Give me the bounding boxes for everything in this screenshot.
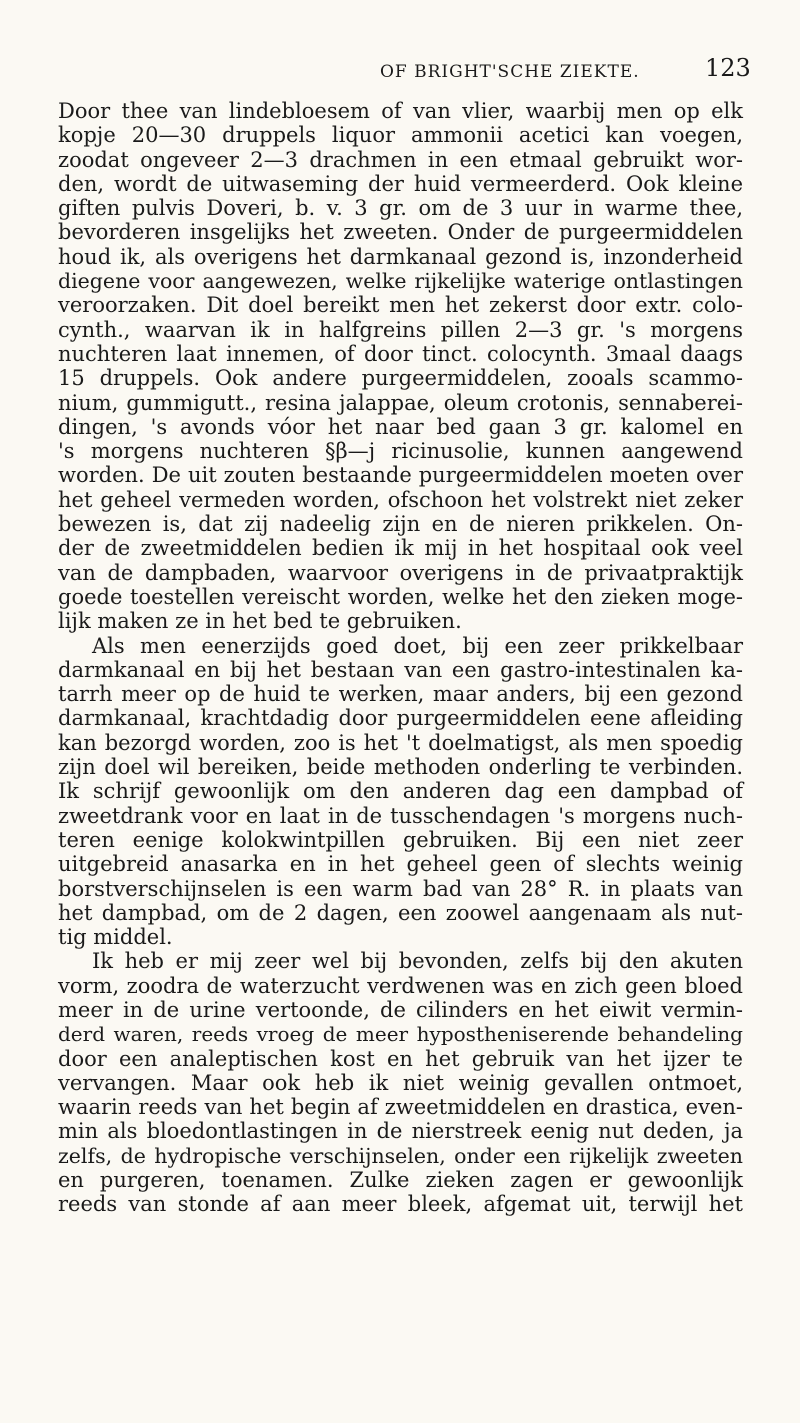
text-line: bevorderen insgelijks het zweeten. Onder de purgeermiddelen	[58, 220, 743, 245]
text-line: kopje 20—30 druppels liquor ammonii acetici kan voegen,	[58, 123, 743, 148]
text-line: der de zweetmiddelen bedien ik mij in het hospitaal ook veel	[58, 536, 743, 561]
body-text	[58, 99, 743, 1217]
text-line: het dampbad, om de 2 dagen, een zoowel aangenaam als nut-	[58, 900, 743, 925]
text-line: Ik schrijf gewoonlijk om den anderen dag een dampbad of	[58, 779, 743, 804]
text-line: goede toestellen vereischt worden, welke het den zieken moge-	[58, 584, 743, 609]
text-line: vorm, zoodra de waterzucht verdwenen was en zich geen bloed	[58, 973, 743, 998]
text-line: darmkanaal en bij het bestaan van een gastro-intestinalen ka-	[58, 657, 743, 682]
text-line: Als men eenerzijds goed doet, bij een zeer prikkelbaar	[92, 633, 743, 658]
text-line: giften pulvis Doveri, b. v. 3 gr. om de 3 uur in warme thee,	[58, 196, 743, 221]
page-number: 123	[705, 54, 751, 82]
text-line: diegene voor aangewezen, welke rijkelijke waterige ontlastingen	[58, 269, 743, 294]
text-line: lijk maken ze in het bed te gebruiken.	[58, 609, 462, 634]
text-line: waarin reeds van het begin af zweetmiddelen en drastica, even-	[58, 1095, 743, 1120]
page-header	[0, 50, 800, 90]
text-line: borstverschijnselen is een warm bad van 28° R. in plaats van	[58, 876, 743, 901]
running-head: OF BRIGHT'SCHE ZIEKTE.	[380, 62, 640, 82]
text-line: vervangen. Maar ook heb ik niet weinig gevallen ontmoet,	[58, 1070, 743, 1095]
text-line: Door thee van lindebloesem of van vlier, waarbij men op elk	[58, 99, 743, 123]
text-line: het geheel vermeden worden, ofschoon het volstrekt niet zeker	[58, 487, 743, 512]
text-line: dingen, 's avonds vóor het naar bed gaan 3 gr. kalomel en	[58, 414, 743, 439]
text-line: tarrh meer op de huid te werken, maar anders, bij een gezond	[58, 682, 743, 707]
text-line: 15 druppels. Ook andere purgeermiddelen, zooals scammo-	[58, 366, 743, 391]
text-line: meer in de urine vertoonde, de cilinders en het eiwit vermin-	[58, 997, 743, 1022]
text-line: kan bezorgd worden, zoo is het 't doelmatigst, als men spoedig	[58, 730, 743, 755]
text-line: tig middel.	[58, 925, 173, 950]
text-line: darmkanaal, krachtdadig door purgeermiddelen eene afleiding	[58, 706, 743, 731]
text-line: en purgeren, toenamen. Zulke zieken zagen er gewoonlijk	[58, 1168, 743, 1193]
text-line: uitgebreid anasarka en in het geheel geen of slechts weinig	[58, 852, 743, 877]
text-line: teren eenige kolokwintpillen gebruiken. Bij een niet zeer	[58, 827, 743, 852]
text-line: nium, gummigutt., resina jalappae, oleum crotonis, sennaberei-	[58, 390, 743, 415]
text-line: van de dampbaden, waarvoor overigens in de privaatpraktijk	[58, 560, 743, 585]
text-line: zijn doel wil bereiken, beide methoden onderling te verbinden.	[58, 755, 743, 780]
text-line: houd ik, als overigens het darmkanaal gezond is, inzonderheid	[58, 244, 743, 269]
text-line: den, wordt de uitwaseming der huid vermeerderd. Ook kleine	[58, 171, 743, 196]
text-line: zelfs, de hydropische verschijnselen, onder een rijkelijk zweeten	[58, 1143, 743, 1168]
text-line: 's morgens nuchteren §β—j ricinusolie, kunnen aangewend	[58, 439, 743, 464]
text-line: cynth., waarvan ik in halfgreins pillen 2—3 gr. 's morgens	[58, 317, 743, 342]
text-line: nuchteren laat innemen, of door tinct. colocynth. 3maal daags	[58, 341, 743, 366]
text-line: bewezen is, dat zij nadeelig zijn en de nieren prikkelen. On-	[58, 512, 743, 537]
text-line: worden. De uit zouten bestaande purgeermiddelen moeten over	[58, 463, 743, 488]
text-line: zoodat ongeveer 2—3 drachmen in een etmaal gebruikt wor-	[58, 147, 743, 172]
text-line: zweetdrank voor en laat in de tusschendagen 's morgens nuch-	[58, 803, 743, 828]
text-line: Ik heb er mij zeer wel bij bevonden, zelfs bij den akuten	[92, 949, 743, 974]
text-line: derd waren, reeds vroeg de meer hypostheniserende behandeling	[58, 1022, 743, 1047]
text-line: reeds van stonde af aan meer bleek, afgemat uit, terwijl het	[58, 1192, 743, 1217]
text-line: door een analeptischen kost en het gebruik van het ijzer te	[58, 1046, 743, 1071]
text-line: veroorzaken. Dit doel bereikt men het zekerst door extr. colo-	[58, 293, 743, 318]
text-line: min als bloedontlastingen in de nierstreek eenig nut deden, ja	[58, 1119, 743, 1144]
